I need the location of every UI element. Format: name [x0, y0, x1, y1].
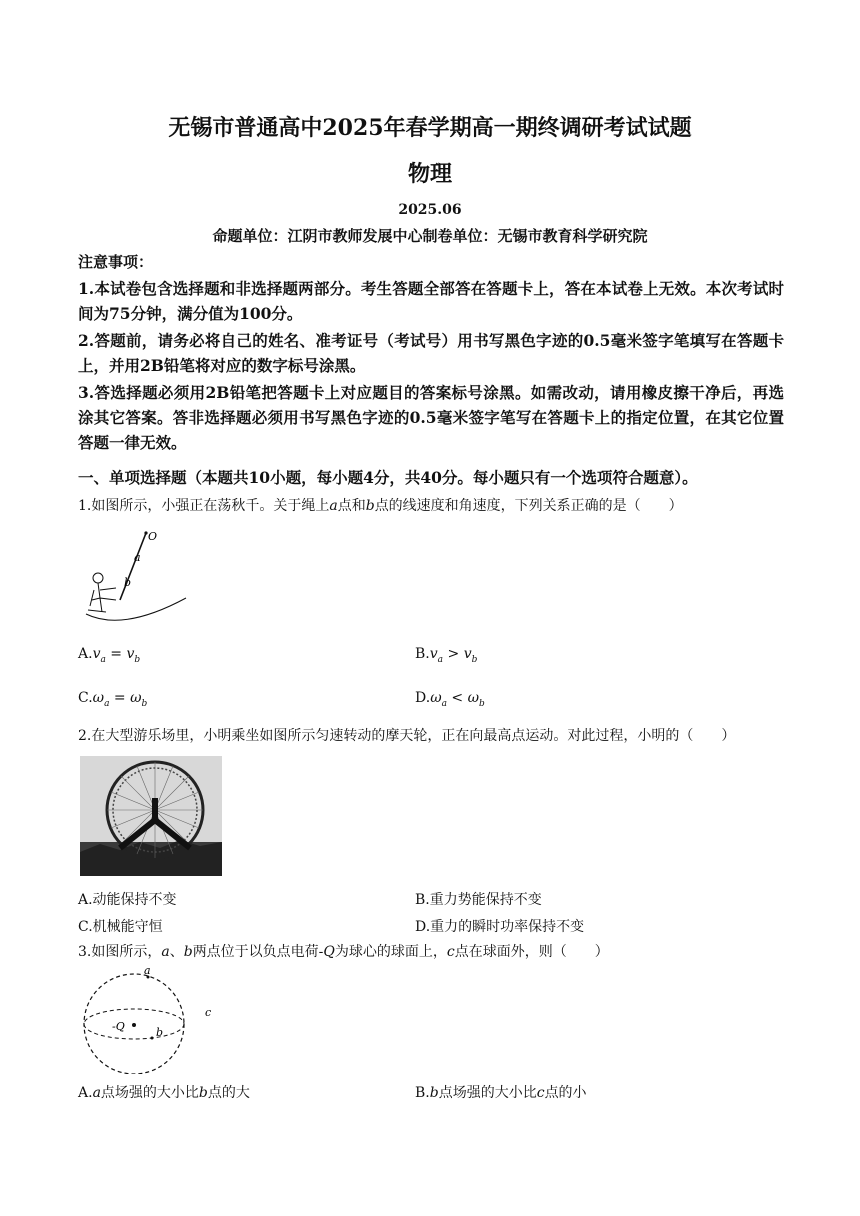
q1-option-a[interactable]: $A.v_a = v_b$: [78, 646, 141, 665]
q1-option-b[interactable]: $B.v_a > v_b$: [415, 646, 478, 665]
q2-option-c[interactable]: C.机械能守恒: [78, 919, 163, 935]
sphere-label-q: -Q: [112, 1020, 125, 1033]
q1-option-d[interactable]: $D.\omega_a < \omega_b$: [415, 690, 485, 709]
exam-date: 2025.06: [398, 202, 462, 218]
exam-title: 无锡市普通高中2025年春学期高一期终调研考试试题: [168, 115, 692, 141]
question-1-stem: 1.如图所示，小强正在荡秋千。关于绳上a点和b点的线速度和角速度，下列关系正确的是（ ）: [78, 498, 683, 514]
sphere-figure: [78, 962, 223, 1074]
exam-subject: 物理: [407, 161, 452, 187]
q1-option-c[interactable]: $C.\omega_a = \omega_b$: [78, 690, 148, 709]
notice-item-1: 1.本试卷包含选择题和非选择题两部分。考生答题全部答在答题卡上，答在本试卷上无效。本次考试时间为75分钟，满分值为100分。: [78, 279, 784, 323]
q2-option-d[interactable]: D.重力的瞬时功率保持不变: [415, 919, 585, 935]
notice-heading: 注意事项：: [78, 253, 154, 271]
notice-item-2: 2.答题前，请务必将自己的姓名、准考证号（考试号）用书写黑色字迹的0.5毫米签字笔填写在答题卡上，并用2B铅笔将对应的数字标号涂黑。: [78, 331, 784, 375]
q2-option-b[interactable]: B.重力势能保持不变: [415, 892, 542, 908]
figure-label-o: O: [148, 530, 158, 543]
sphere-label-c: c: [205, 1006, 212, 1019]
exam-units: 命题单位：江阴市教师发展中心制卷单位：无锡市教育科学研究院: [212, 227, 648, 245]
q3-option-a[interactable]: A.a点场强的大小比b点的大: [78, 1085, 250, 1101]
sphere-label-b: b: [156, 1026, 164, 1039]
figure-label-a: a: [134, 551, 141, 564]
q2-option-a[interactable]: A.动能保持不变: [78, 892, 177, 908]
question-3-stem: 3.如图所示，a、b两点位于以负点电荷-Q为球心的球面上，c点在球面外，则（ ）: [78, 944, 609, 960]
question-2-stem: 2.在大型游乐场里，小明乘坐如图所示匀速转动的摩天轮，正在向最高点运动。对此过程，小明的（ ）: [78, 728, 736, 744]
sphere-label-a: a: [144, 964, 151, 977]
q3-option-b[interactable]: B.b点场强的大小比c点的小: [415, 1085, 587, 1101]
notice-item-3: 3.答选择题必须用2B铅笔把答题卡上对应题目的答案标号涂黑。如需改动，请用橡皮擦干净后，再选涂其它答案。答非选择题必须用书写黑色字迹的0.5毫米签字笔写在答题卡上的指定位置，在其它位置答题一律无效。: [78, 383, 784, 452]
figure-label-b: b: [124, 576, 132, 589]
ferris-wheel-photo: [80, 756, 222, 876]
section-heading: 一、单项选择题（本题共10小题，每小题4分，共40分。每小题只有一个选项符合题意）。: [78, 468, 698, 487]
swing-figure: [78, 528, 193, 626]
